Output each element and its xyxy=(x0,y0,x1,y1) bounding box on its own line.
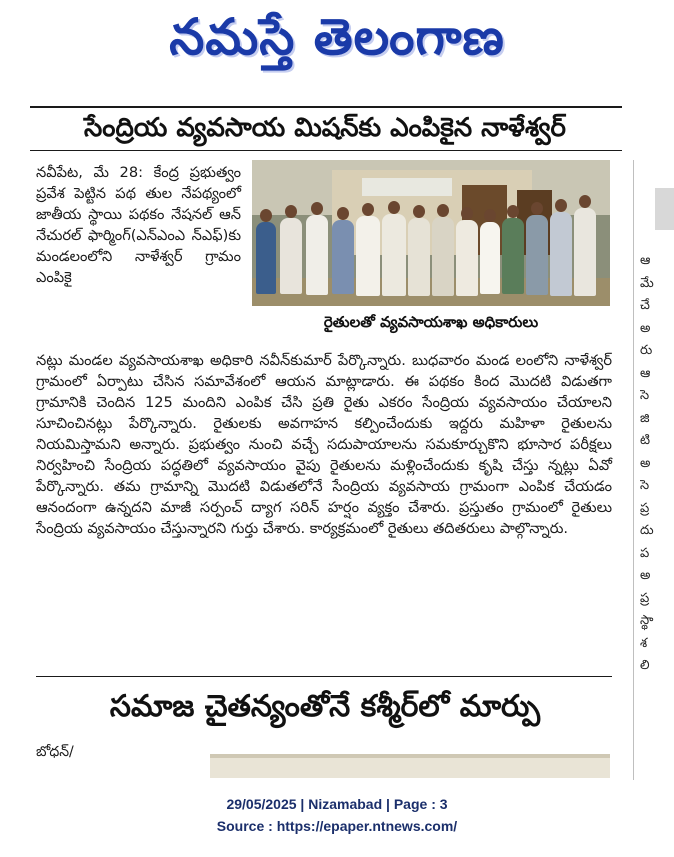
side-column-line: రు xyxy=(640,343,653,358)
column-divider xyxy=(633,160,634,780)
side-column-line: సె xyxy=(640,388,650,403)
side-column-line: అ xyxy=(640,320,651,336)
article-body-paragraph: నట్లు మండల వ్యవసాయశాఖ అధికారి నవీన్‌కుమార్ పేర్కొన్నారు. బుధవారం మండ లంలోని నాళేశ్వర్ గ్రామంలో ఏర్పాటు చేసిన సమావేశంలో ఆయన మాట్లాడారు. ఈ పథకం కింద మొదటి విడుతగా గ్రామానికి చెందిన 125 మందిని ఎంపిక చేసి ప్రతి రైతు ఎకరం సేంద్రియ వ్యవసాయం చేయాలని సూచించినట్లు పేర్కొన్నారు. రైతులకు అవగాహన కల్పించేందుకు ఇద్దరు మహిళా రైతులను నియమిస్తామని అన్నారు. ప్రభుత్వం నుంచి వచ్చే సదుపాయాలను సమకూర్చుకొని భూసార పరీక్షలు నిర్వహించి సేంద్రియ పద్ధతిలో వ్యవసాయం వైపు రైతులను మళ్లించేందుకు కృషి చేస్తు న్నట్లు ఏవో పేర్కొన్నారు. తమ గ్రామాన్ని మొదటి విడుతలోనే సేంద్రియ వ్యవసాయ గ్రామంగా ఎంపిక చేయడం ఆనందంగా ఉన్నదని మాజీ సర్పంచ్ ద్యాగ సరిన్ హర్షం వ్యక్తం చేశారు. ప్రస్తుతం గ్రామంలో రైతులు సేంద్రియ వ్యవసాయం చేస్తున్నారని గుర్తు చేశారు. కార్యక్రమంలో రైతులు తదితరులు పాల్గొన్నారు. xyxy=(36,352,612,537)
side-column-line: టి xyxy=(640,433,651,448)
side-column-line: స్థా xyxy=(640,613,654,628)
side-column-line: ఆ xyxy=(640,253,651,268)
side-column-line: సె xyxy=(640,478,650,493)
second-article-dateline: బోధన్/ xyxy=(36,744,74,760)
article-divider xyxy=(36,676,612,677)
side-column-line: మే xyxy=(640,275,654,291)
article-photo xyxy=(252,160,610,306)
side-column-box xyxy=(655,188,674,230)
side-column-line: అ xyxy=(640,455,651,471)
side-column-line: శ xyxy=(640,635,648,651)
article-lead-paragraph: నవీపేట, మే 28: కేంద్ర ప్రభుత్వం ప్రవేశ పెట్టిన పథ తుల నేపథ్యంలో జాతీయ స్థాయి పథకం నేషనల్ ఆన్ నేచురల్ ఫార్మింగ్(ఎన్ఎంఎ న్ఎఫ్)కు మండలంలోని నాళేశ్వర్ గ్రామం ఎంపికై xyxy=(36,164,241,286)
second-article-photo xyxy=(210,754,610,778)
side-column-line: లి xyxy=(640,658,650,673)
side-column-line: ఆ xyxy=(640,365,651,381)
side-column-line: చే xyxy=(640,298,650,313)
masthead-title: నమస్తే తెలంగాణ xyxy=(169,8,505,66)
masthead xyxy=(0,0,674,80)
side-column-line: దు xyxy=(640,523,654,538)
side-column-line: ప xyxy=(640,545,650,561)
photo-caption: రైతులతో వ్యవసాయశాఖ అధికారులు xyxy=(323,313,539,331)
article-headline: సేంద్రియ వ్యవసాయ మిషన్‌కు ఎంపికైన నాళేశ్వర్ xyxy=(84,113,566,143)
side-column-line: అ xyxy=(640,568,651,583)
photo-banner xyxy=(362,178,452,196)
second-article-headline: సమాజ చైతన్యంతోనే కశ్మీర్‌లో మార్పు xyxy=(109,689,541,724)
headline-rule-bottom xyxy=(30,150,622,151)
footer-source-line: Source : https://epaper.ntnews.com/ xyxy=(216,818,458,834)
side-column-text xyxy=(640,250,674,678)
side-column-line: ప్ర xyxy=(640,500,650,516)
footer-date-line: 29/05/2025 | Nizamabad | Page : 3 xyxy=(226,796,448,812)
side-column-line: ప్ర xyxy=(640,590,650,606)
side-column-line: జి xyxy=(640,410,650,426)
